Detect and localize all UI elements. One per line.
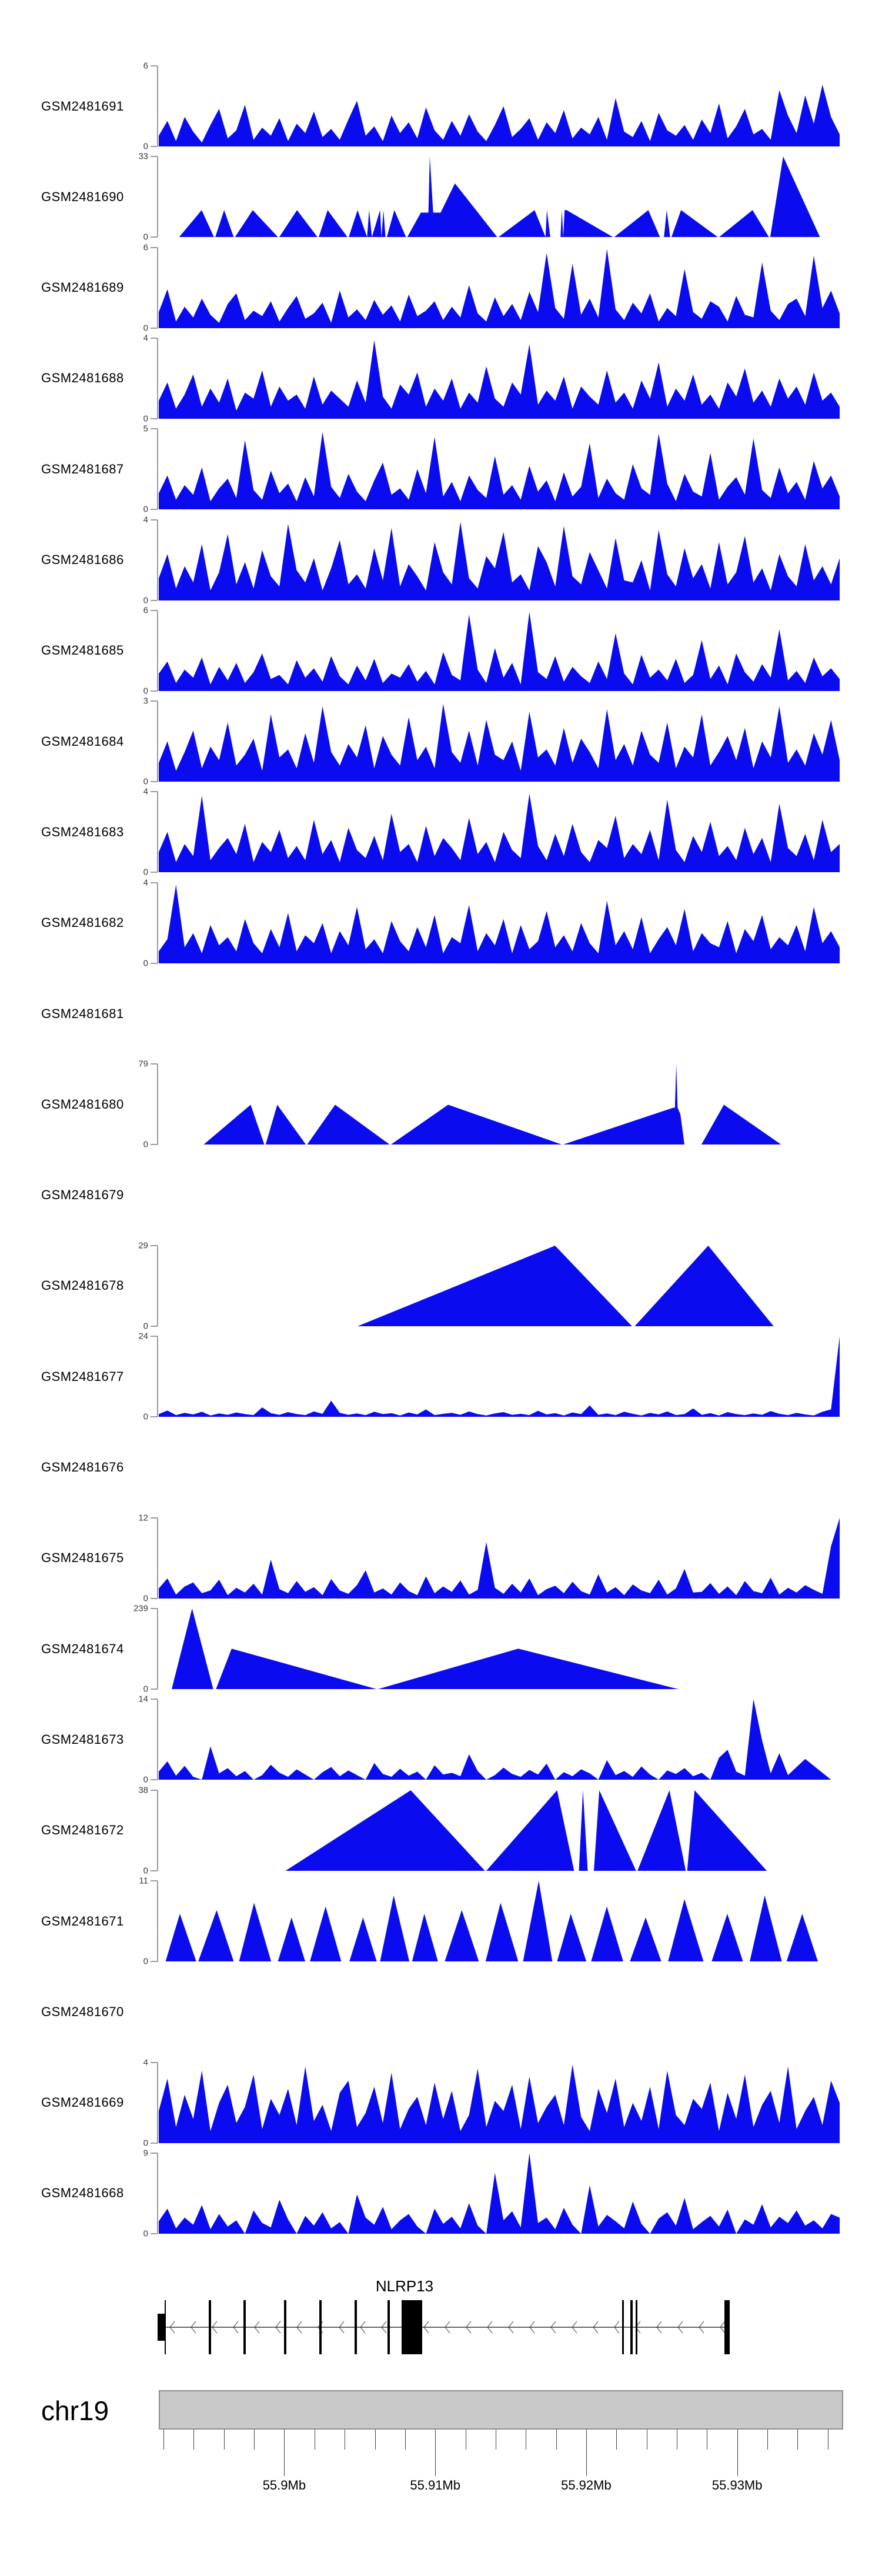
track-label: GSM2481680: [41, 1096, 124, 1112]
y-axis-min-value: 0: [143, 1321, 148, 1332]
y-axis-max-value: 14: [138, 1694, 148, 1704]
track-label: GSM2481687: [41, 461, 124, 476]
y-axis-min-value: 0: [143, 958, 148, 969]
axis-minor-tick: [224, 2430, 225, 2450]
y-axis-min-value: 0: [143, 595, 148, 605]
y-axis-line: [157, 2153, 158, 2234]
axis-minor-tick: [193, 2430, 194, 2450]
y-axis-tick: [151, 338, 158, 339]
coverage-plot: [159, 248, 840, 328]
axis-tick-label: 55.9Mb: [262, 2478, 306, 2492]
y-axis-line: [157, 610, 158, 691]
y-axis-tick: [151, 700, 158, 702]
y-axis-tick: [151, 146, 158, 147]
y-axis-max-value: 4: [143, 515, 148, 525]
axis-major-tick: [737, 2430, 738, 2476]
coverage-plot: [159, 338, 840, 419]
y-axis-min-value: 0: [143, 1684, 148, 1694]
track-label: GSM2481685: [41, 643, 124, 658]
coverage-plot: [159, 1064, 840, 1144]
axis-tick-label: 55.93Mb: [711, 2478, 763, 2492]
y-axis-max-value: 24: [138, 1331, 148, 1342]
y-axis-tick: [151, 1699, 158, 1700]
y-axis-tick: [151, 1517, 158, 1519]
y-axis-min-value: 0: [143, 1866, 148, 1876]
y-axis-max-value: 9: [143, 2148, 148, 2158]
axis-minor-tick: [556, 2430, 557, 2450]
axis-major-tick: [435, 2430, 436, 2476]
axis-minor-tick: [767, 2430, 768, 2450]
y-axis-min-value: 0: [143, 1412, 148, 1422]
axis-major-tick: [586, 2430, 587, 2476]
y-axis-min-value: 0: [143, 141, 148, 152]
y-axis-tick: [151, 1416, 158, 1417]
coverage-plot: [159, 610, 840, 691]
y-axis-tick: [151, 1880, 158, 1881]
y-axis-tick: [151, 600, 158, 601]
y-axis-tick: [151, 963, 158, 964]
track-label: GSM2481669: [41, 2095, 124, 2110]
y-axis-tick: [151, 1598, 158, 1599]
y-axis-line: [157, 1790, 158, 1871]
y-axis-min-value: 0: [143, 1593, 148, 1604]
y-axis-min-value: 0: [143, 686, 148, 696]
y-axis-tick: [151, 1063, 158, 1065]
y-axis-tick: [151, 1608, 158, 1609]
axis-tick-label: 55.91Mb: [410, 2478, 460, 2492]
coverage-plot: [159, 2153, 840, 2234]
y-axis-tick: [151, 1326, 158, 1327]
axis-minor-tick: [616, 2430, 617, 2450]
y-axis-max-value: 4: [143, 333, 148, 343]
y-axis-tick: [151, 509, 158, 510]
y-axis-tick: [151, 2153, 158, 2154]
y-axis-tick: [151, 247, 158, 248]
axis-tick-label: 55.92Mb: [561, 2478, 612, 2492]
coverage-plot: [159, 1518, 840, 1599]
y-axis-max-value: 4: [143, 2057, 148, 2068]
y-axis-tick: [151, 2062, 158, 2063]
axis-minor-tick: [163, 2430, 164, 2450]
track-label: GSM2481670: [41, 2004, 124, 2019]
y-axis-max-value: 11: [139, 1876, 148, 1886]
chromosome-label: chr19: [41, 2395, 109, 2426]
y-axis-line: [157, 1518, 158, 1599]
axis-minor-tick: [375, 2430, 376, 2450]
y-axis-tick: [151, 1245, 158, 1246]
track-label: GSM2481668: [41, 2185, 124, 2201]
y-axis-max-value: 79: [138, 1059, 148, 1069]
track-label: GSM2481684: [41, 733, 124, 749]
y-axis-line: [157, 1609, 158, 1689]
y-axis-tick: [151, 1336, 158, 1337]
y-axis-max-value: 6: [143, 242, 148, 253]
y-axis-max-value: 4: [143, 786, 148, 797]
track-label: GSM2481686: [41, 552, 124, 567]
coverage-plot: [159, 1699, 840, 1780]
axis-minor-tick: [797, 2430, 798, 2450]
y-axis-tick: [151, 156, 158, 157]
y-axis-line: [157, 1064, 158, 1144]
y-axis-max-value: 239: [133, 1603, 148, 1614]
y-axis-tick: [151, 1144, 158, 1145]
y-axis-min-value: 0: [143, 1774, 148, 1785]
y-axis-line: [157, 1246, 158, 1326]
y-axis-line: [157, 1881, 158, 1961]
y-axis-min-value: 0: [143, 776, 148, 787]
y-axis-min-value: 0: [143, 323, 148, 333]
y-axis-tick: [151, 690, 158, 692]
y-axis-tick: [151, 519, 158, 520]
track-label: GSM2481689: [41, 280, 124, 295]
track-label: GSM2481674: [41, 1641, 124, 1656]
y-axis-tick: [151, 781, 158, 782]
track-label: GSM2481675: [41, 1550, 124, 1566]
y-axis-min-value: 0: [143, 232, 148, 242]
chromosome-ideogram: [159, 2390, 843, 2430]
y-axis-tick: [151, 236, 158, 238]
gene-model-svg: [152, 2276, 851, 2364]
coverage-plot: [159, 1881, 840, 1961]
y-axis-tick: [151, 1689, 158, 1690]
y-axis-max-value: 33: [138, 151, 148, 162]
y-axis-tick: [151, 610, 158, 611]
y-axis-tick: [151, 1790, 158, 1791]
track-label: GSM2481677: [41, 1369, 124, 1384]
y-axis-min-value: 0: [143, 1139, 148, 1150]
coverage-plot: [159, 156, 840, 237]
y-axis-line: [157, 883, 158, 963]
y-axis-min-value: 0: [143, 1956, 148, 1967]
y-axis-tick: [151, 882, 158, 883]
track-label: GSM2481679: [41, 1187, 124, 1203]
y-axis-max-value: 38: [138, 1785, 148, 1796]
y-axis-tick: [151, 1961, 158, 1962]
track-label: GSM2481672: [41, 1823, 124, 1838]
y-axis-tick: [151, 428, 158, 429]
track-label: GSM2481691: [41, 98, 124, 114]
y-axis-min-value: 0: [143, 2138, 148, 2148]
gene-name-label: NLRP13: [375, 2277, 434, 2295]
y-axis-line: [157, 66, 158, 146]
axis-major-tick: [284, 2430, 285, 2476]
y-axis-tick: [151, 65, 158, 66]
y-axis-max-value: 6: [143, 61, 148, 71]
y-axis-max-value: 5: [143, 423, 148, 434]
y-axis-tick: [151, 1870, 158, 1871]
y-axis-tick: [151, 791, 158, 792]
y-axis-line: [157, 1699, 158, 1780]
track-label: GSM2481683: [41, 824, 124, 839]
y-axis-max-value: 12: [138, 1513, 148, 1523]
coverage-plot: [159, 520, 840, 600]
coverage-plot: [159, 1609, 840, 1689]
y-axis-tick: [151, 1779, 158, 1780]
y-axis-tick: [151, 2233, 158, 2234]
y-axis-max-value: 3: [143, 696, 148, 706]
coverage-plot: [159, 1336, 840, 1417]
y-axis-line: [157, 792, 158, 872]
y-axis-tick: [151, 328, 158, 329]
y-axis-line: [157, 701, 158, 782]
track-label: GSM2481673: [41, 1731, 124, 1747]
track-label: GSM2481671: [41, 1913, 124, 1928]
y-axis-line: [157, 156, 158, 237]
track-label: GSM2481682: [41, 915, 124, 930]
coverage-plot: [159, 883, 840, 963]
y-axis-line: [157, 2063, 158, 2143]
coverage-plot: [159, 429, 840, 509]
track-label: GSM2481688: [41, 371, 124, 386]
track-label: GSM2481681: [41, 1006, 124, 1021]
y-axis-line: [157, 248, 158, 328]
track-label: GSM2481690: [41, 189, 124, 204]
y-axis-min-value: 0: [143, 867, 148, 877]
track-label: GSM2481678: [41, 1278, 124, 1293]
y-axis-min-value: 0: [143, 504, 148, 515]
y-axis-min-value: 0: [143, 2228, 148, 2239]
coverage-plot: [159, 701, 840, 782]
y-axis-max-value: 29: [138, 1240, 148, 1251]
y-axis-tick: [151, 872, 158, 873]
track-label: GSM2481676: [41, 1460, 124, 1474]
y-axis-line: [157, 520, 158, 600]
y-axis-max-value: 6: [143, 605, 148, 616]
coverage-plot: [159, 2063, 840, 2143]
coverage-plot: [159, 1246, 840, 1326]
coverage-plot: [159, 1790, 840, 1871]
y-axis-line: [157, 429, 158, 509]
y-axis-min-value: 0: [143, 413, 148, 424]
y-axis-tick: [151, 418, 158, 419]
coverage-plot: [159, 66, 840, 146]
y-axis-line: [157, 338, 158, 419]
coverage-plot: [159, 792, 840, 872]
y-axis-tick: [151, 2143, 158, 2144]
axis-minor-tick: [254, 2430, 255, 2450]
y-axis-line: [157, 1336, 158, 1417]
y-axis-max-value: 4: [143, 877, 148, 888]
axis-minor-tick: [405, 2430, 406, 2450]
